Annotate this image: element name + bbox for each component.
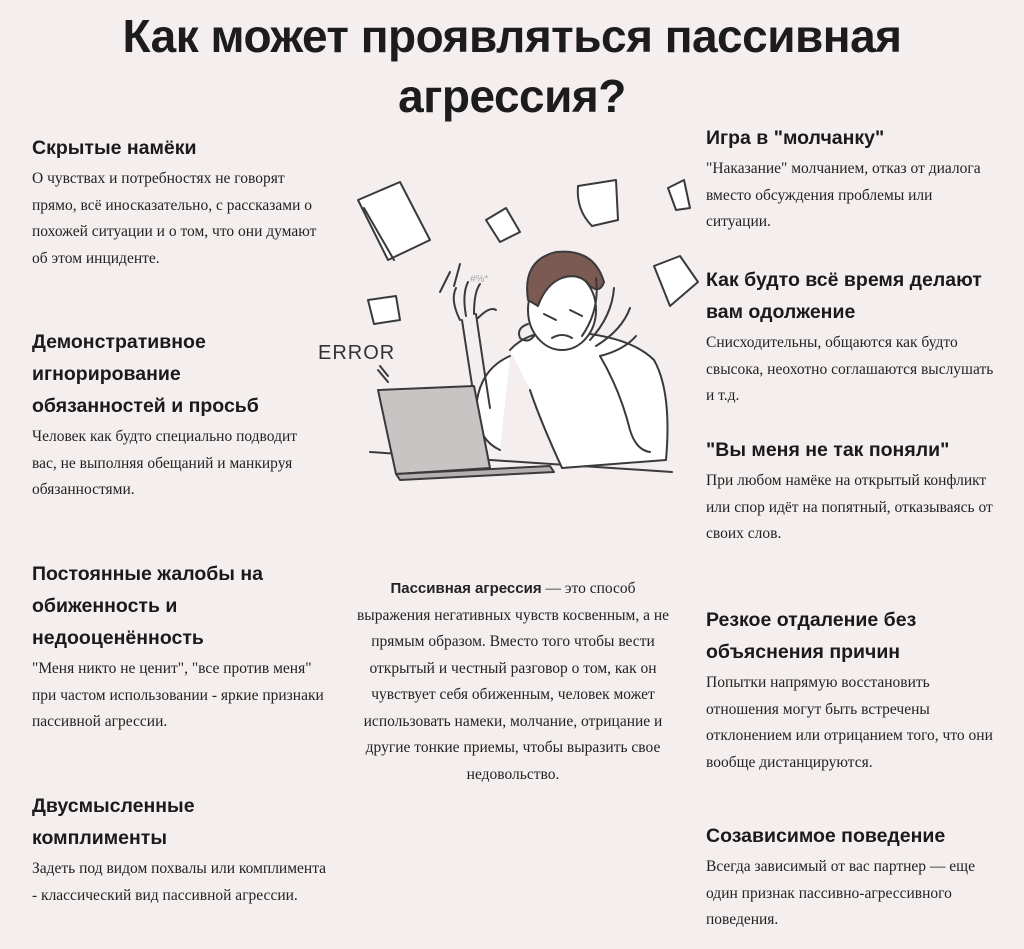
- paper-icon: [668, 180, 690, 210]
- error-label: ERROR: [318, 342, 396, 364]
- section-text: "Меня никто не ценит", "все против меня" при частом использовании - яркие признаки пассивной агрессии.: [32, 660, 324, 730]
- paper-icon: [654, 256, 698, 306]
- section-heading: Как будто всё время делают вам одолжение: [706, 269, 982, 323]
- section-demonstrative-ignoring: [32, 326, 322, 504]
- title-line-1: Как может проявляться пассивная: [122, 10, 902, 62]
- section-ambiguous-compliments: [32, 790, 332, 909]
- definition-text: [356, 576, 670, 788]
- torso: [510, 331, 668, 468]
- page-title: [0, 6, 1024, 126]
- title-line-2: агрессия?: [398, 70, 626, 122]
- curse-symbols: #%*: [470, 274, 489, 285]
- paper-icon: [358, 182, 430, 260]
- section-text: Снисходительны, общаются как будто свысока, неохотно соглашаются выслушать и т.д.: [706, 334, 994, 404]
- section-heading: Резкое отдаление без объяснения причин: [706, 609, 917, 663]
- section-heading: Демонстративное игнорирование обязанностей и просьб: [32, 331, 259, 417]
- section-heading: Двусмысленные комплименты: [32, 795, 195, 849]
- section-text: "Наказание" молчанием, отказ от диалога вместо обсуждения проблемы или ситуации.: [706, 160, 981, 230]
- section-text: Всегда зависимый от вас партнер — еще один признак пассивно-агрессивного поведения.: [706, 858, 976, 928]
- paper-icon: [578, 180, 618, 226]
- motion-line: [440, 272, 450, 292]
- motion-line: [378, 370, 388, 382]
- section-heading: "Вы меня не так поняли": [706, 439, 950, 461]
- section-text: Попытки напрямую восстановить отношения могут быть встречены отклонением или отрицанием того, что они вообще дистанцируются.: [706, 674, 993, 771]
- section-text: Человек как будто специально подводит вас, не выполняя обещаний и манкируя обязанностями.: [32, 428, 298, 498]
- laptop-icon: [378, 386, 554, 480]
- section-text: Задеть под видом похвалы или комплимента - классический вид пассивной агрессии.: [32, 860, 327, 904]
- paper-icon: [486, 208, 520, 242]
- section-misunderstood: [706, 434, 1006, 548]
- section-doing-favor: [706, 264, 1006, 410]
- definition-body: — это способ выражения негативных чувств косвенным, а не прямым образом. Вместо того чтобы вести открытый и честный разговор о том, как он чувствует себя обиженным, человек может использовать намеки, молчание, отрицание и другие тонкие приемы, чтобы выразить свое недовольство.: [356, 580, 670, 783]
- paper-icon: [368, 296, 400, 324]
- section-silent-treatment: [706, 122, 1006, 236]
- section-codependent-behavior: [706, 820, 1006, 934]
- section-constant-complaints: [32, 558, 322, 736]
- section-heading: Скрытые намёки: [32, 137, 197, 159]
- section-hidden-hints: [32, 132, 322, 272]
- section-heading: Игра в "молчанку": [706, 127, 885, 149]
- frustrated-man-illustration: [300, 160, 720, 500]
- definition-term: Пассивная агрессия: [390, 580, 542, 597]
- motion-line: [454, 264, 460, 286]
- section-text: О чувствах и потребностях не говорят прямо, всё иносказательно, с рассказами о похожей ситуации и о том, что они думают об этом инциденте.: [32, 170, 317, 267]
- section-heading: Созависимое поведение: [706, 825, 946, 847]
- section-text: При любом намёке на открытый конфликт или спор идёт на попятный, отказываясь от своих слов.: [706, 472, 993, 542]
- section-heading: Постоянные жалобы на обиженность и недооценённость: [32, 563, 264, 649]
- section-sudden-distancing: [706, 604, 1016, 776]
